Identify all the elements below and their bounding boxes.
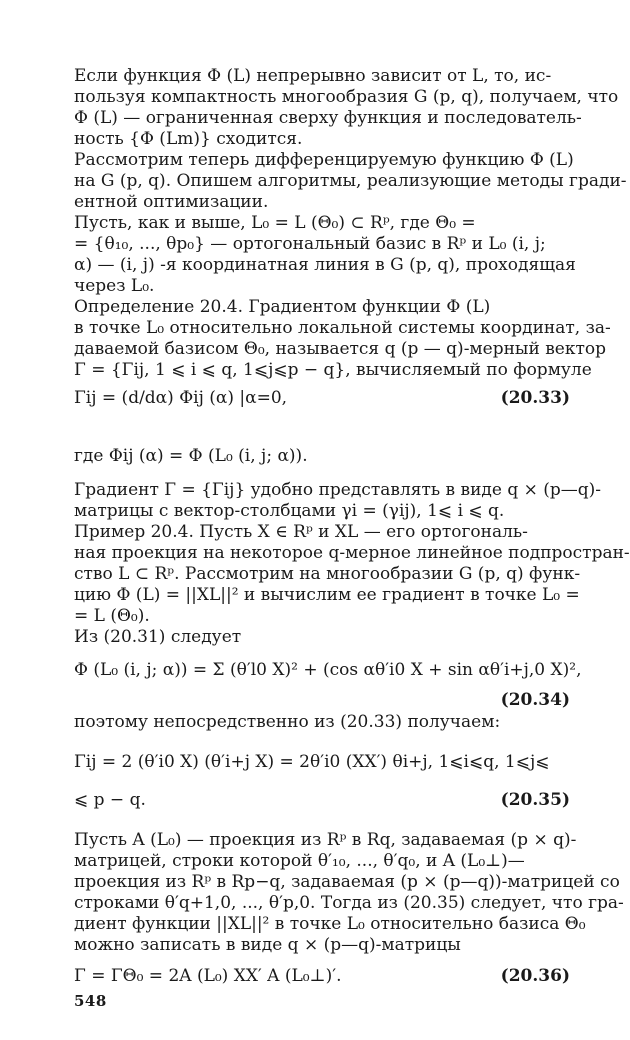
equation-number: (20.35) <box>500 790 570 810</box>
text-line: Рассмотрим теперь дифференцируемую функцию Φ (L) <box>74 150 574 170</box>
text-line: Γ = {Γij, 1 ⩽ i ⩽ q, 1⩽j⩽p − q}, вычисляемый по формуле <box>74 360 592 380</box>
equation-formula: Γij = 2 (θ′i0 X) (θ′i+j X) = 2θ′i0 (XX′) θi+j, 1⩽i⩽q, 1⩽j⩽ <box>74 752 550 772</box>
example-20-4 <box>74 522 630 648</box>
paragraph-basis <box>74 213 576 297</box>
text-line: ентной оптимизации. <box>74 192 269 212</box>
text-line: = {θ₁₀, ..., θp₀} — ортогональный базис в Rᵖ и L₀ (i, j; <box>74 234 546 254</box>
equation-20-34 <box>74 656 582 684</box>
text-line: строками θ′q+1,0, ..., θ′p,0. Тогда из (20.35) следует, что гра- <box>74 893 624 913</box>
equation-formula: Γij = (d/dα) Φij (α) |α=0, <box>74 388 288 408</box>
equation-20-36 <box>74 962 570 990</box>
equation-number: (20.34) <box>500 690 570 710</box>
paragraph-phi-ij <box>74 446 570 467</box>
definition-20-4 <box>74 297 611 381</box>
text-line: ность {Φ (Lm)} сходится. <box>74 129 303 149</box>
text-line: пользуя компактность многообразия G (p, q), получаем, что <box>74 87 619 107</box>
equation-20-33 <box>74 384 570 412</box>
text-line: Градиент Γ = {Γij} удобно представлять в виде q × (p—q)- <box>74 480 602 500</box>
text-line: матрицей, строки которой θ′₁₀, ..., θ′q₀, и A (L₀⊥)— <box>74 851 525 871</box>
text-line: Пусть, как и выше, L₀ = L (Θ₀) ⊂ Rᵖ, где Θ₀ = <box>74 213 476 233</box>
text-line: α) — (i, j) -я координатная линия в G (p, q), проходящая <box>74 255 576 275</box>
text-line: ная проекция на некоторое q-мерное линейное подпростран- <box>74 543 630 563</box>
text-line: Определение 20.4. Градиентом функции Φ (L) <box>74 297 491 317</box>
equation-formula: Γ = ΓΘ₀ = 2A (L₀) XX′ A (L₀⊥)′. <box>74 966 342 986</box>
text-line: = L (Θ₀). <box>74 606 150 626</box>
page-number: 548 <box>74 992 107 1010</box>
text-line: в точке L₀ относительно локальной системы координат, за- <box>74 318 611 338</box>
equation-number: (20.36) <box>500 966 570 986</box>
text-line: Φ (L) — ограниченная сверху функция и последователь- <box>74 108 582 128</box>
equation-20-35 <box>74 786 570 814</box>
text-line: можно записать в виде q × (p—q)-матрицы <box>74 935 461 955</box>
equation-20-34-number-row <box>74 686 570 714</box>
text-line: матрицы с вектор-столбцами γi = (γij), 1⩽ i ⩽ q. <box>74 501 505 521</box>
equation-number: (20.33) <box>500 388 570 408</box>
text-line: Пример 20.4. Пусть X ∈ Rᵖ и XL — его ортогональ- <box>74 522 528 542</box>
text-line: проекция из Rᵖ в Rp−q, задаваемая (p × (p—q))-матрицей со <box>74 872 620 892</box>
text-line: даваемой базисом Θ₀, называется q (p — q)-мерный вектор <box>74 339 606 359</box>
text-line: Если функция Φ (L) непрерывно зависит от L, то, ис- <box>74 66 552 86</box>
paragraph-hence <box>74 712 570 733</box>
paragraph-projection <box>74 830 624 956</box>
equation-formula: Φ (L₀ (i, j; α)) = Σ (θ′l0 X)² + (cos αθ′i0 X + sin αθ′i+j,0 X)², <box>74 660 582 680</box>
text-line: Пусть A (L₀) — проекция из Rᵖ в Rq, задаваемая (p × q)- <box>74 830 577 850</box>
text-line: через L₀. <box>74 276 155 296</box>
paragraph-gradient-intro <box>74 150 627 213</box>
text-line: диент функции ||XL||² в точке L₀ относительно базиса Θ₀ <box>74 914 586 934</box>
text-line: на G (p, q). Опишем алгоритмы, реализующие методы гради- <box>74 171 627 191</box>
text-line: ство L ⊂ Rᵖ. Рассмотрим на многообразии G (p, q) функ- <box>74 564 581 584</box>
equation-formula: ⩽ p − q. <box>74 790 146 810</box>
text-line: где Φij (α) = Φ (L₀ (i, j; α)). <box>74 446 308 466</box>
text-line: Из (20.31) следует <box>74 627 242 647</box>
text-line: поэтому непосредственно из (20.33) получаем: <box>74 712 501 732</box>
text-line: цию Φ (L) = ||XL||² и вычислим ее градиент в точке L₀ = <box>74 585 580 605</box>
paragraph-compactness <box>74 66 619 150</box>
paragraph-gradient-matrix <box>74 480 602 522</box>
equation-20-35-line1 <box>74 748 570 776</box>
